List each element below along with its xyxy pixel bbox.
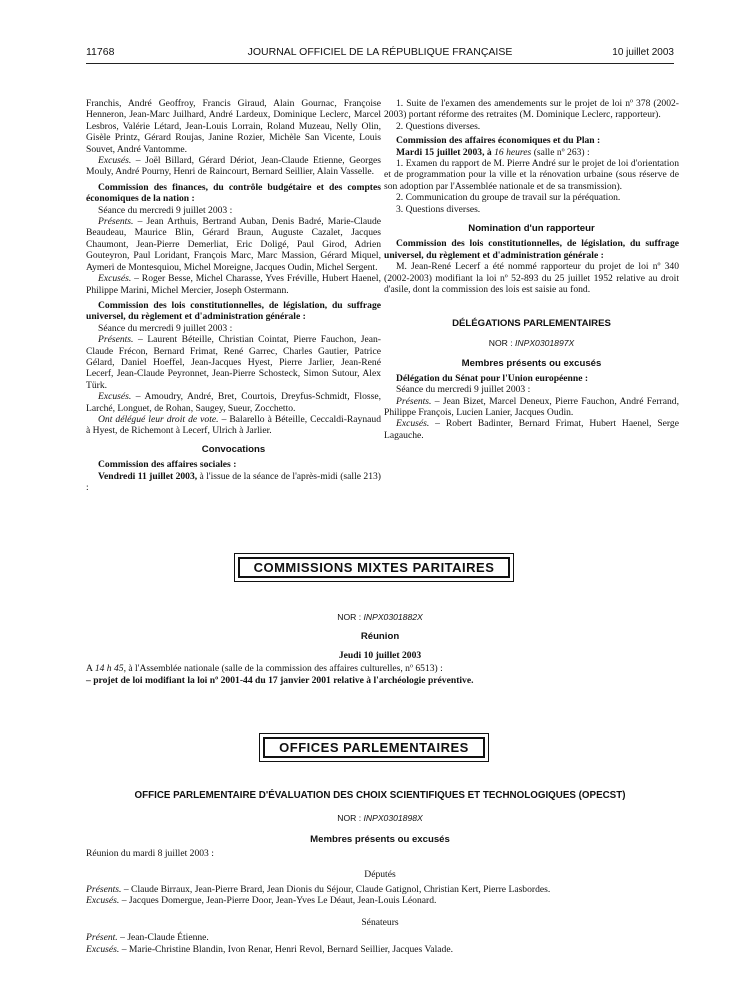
eco-item-3: 3. Questions diverses. [396,203,481,215]
cmp-line-1: A 14 h 45, à l'Assemblée nationale (salle de la commission des affaires culturelles, nº 6513) : [86,663,443,675]
cmp-box [0,553,748,582]
lois-seance: Séance du mercredi 9 juillet 2003 : [98,322,233,334]
senateurs-excuses: Excusés. – Marie-Christine Blandin, Ivon Renar, Henri Revol, Bernard Seillier, Jacques Valade. [86,943,453,955]
cmp-reunion: Réunion [360,631,400,643]
finances-excuses: Excusés. – Roger Besse, Michel Charasse, Yves Fréville, Hubert Haenel, Philippe Marini, Michel Mercier, Joseph Ostermann. [86,273,381,296]
affaires-sociales-members: Franchis, André Geoffroy, Francis Giraud, Alain Gournac, Françoise Henneron, Jean-Marc Juilhard, André Lardeux, Dominique Leclerc, Marcel Lesbros, Valérie Létard, Jean-Louis Lorrain, Roland Muzeau, Nelly Olin, Gisèle Printz, Gérard Roujas, Janine Rozier, Michèle San Vicente, Louis Souvet, André Vantomme. [86,98,381,155]
nomination-text: M. Jean-René Lecerf a été nommé rapporteur du projet de loi nº 340 (2002-2003) modifiant la loi nº 52-893 du 25 juillet 1952 relative au droit d'asile, dont la commission des lois est saisie au fond. [384,261,679,296]
issue-date: 10 juillet 2003 [612,47,674,58]
eco-item-1: 1. Examen du rapport de M. Pierre André sur le projet de loi d'orientation et de programmation pour la ville et la rénovation urbaine (sous réserve de son adoption par l'Assemblée nationale et de sa transmission). [384,158,679,192]
convocations-heading: Convocations [201,443,266,455]
delegation-excuses: Excusés. – Robert Badinter, Bernard Frimat, Hubert Haenel, Serge Lagauche. [384,418,679,441]
cmp-nor: NOR : INPX0301882X [337,612,423,622]
cmp-date: Jeudi 10 juillet 2003 [338,649,422,661]
delegations-membres-heading: Membres présents ou excusés [461,358,602,370]
affaires-sociales-excuses: Excusés. – Joël Billard, Gérard Dériot, Jean-Claude Etienne, Georges Mouly, André Pourny, Henri de Raincourt, Bernard Seillier, Alain Vasselle. [86,155,381,178]
offices-box [0,733,748,762]
lois-title: Commission des lois constitutionnelles, de législation, du suffrage universel, du règlement et d'administration générale : [86,299,381,323]
offices-nor: NOR : INPX0301898X [337,813,423,824]
offices-section [86,790,674,955]
nomination-heading: Nomination d'un rapporteur [468,223,595,235]
cmp-title: COMMISSIONS MIXTES PARITAIRES [238,557,511,578]
page-number: 11768 [86,46,115,58]
deputes-heading: Députés [364,868,396,880]
eco-date: Mardi 15 juillet 2003, à 16 heures (salle nº 263) : [396,146,590,158]
eco-item-2: 2. Communication du groupe de travail sur la péréquation. [396,192,621,204]
eco-title: Commission des affaires économiques et du Plan : [396,135,601,147]
sociales-title: Commission des affaires sociales : [98,459,237,471]
nomination-commission: Commission des lois constitutionnelles, de législation, du suffrage universel, du règlement et d'administration générale : [384,238,679,261]
lois-presents: Présents. – Laurent Béteille, Christian Cointat, Pierre Fauchon, Jean-Claude Frécon, Bernard Frimat, René Garrec, Charles Gautier, Patrice Gélard, Daniel Hoeffel, Jean-Jacques Hyest, Pierre Jarlier, Jean-René Lecerf, Jean-Claude Peyronnet, Jean-Pierre Schosteck, Simon Sutour, Alex Türk. [86,334,381,391]
deputes-presents: Présents. – Claude Birraux, Jean-Pierre Brard, Jean Dionis du Séjour, Claude Gatignol, Christian Kert, Pierre Lasbordes. [86,884,551,896]
finances-presents: Présents. – Jean Arthuis, Bertrand Auban, Denis Badré, Marie-Claude Beaudeau, Maurice Blin, Gérard Braun, Auguste Cazalet, Jacques Chaumont, Jean-Pierre Demerliat, Eric Doligé, Paul Girod, Adrien Gouteyron, Paul Loridant, François Marc, Marc Massion, Gérard Miquel, Aymeri de Montesquiou, Michel Moreigne, Jacques Oudin, Michel Sergent. [86,216,381,273]
senateurs-heading: Sénateurs [361,916,399,928]
page-header [86,47,674,61]
delegation-presents: Présents. – Jean Bizet, Marcel Deneux, Pierre Fauchon, André Ferrand, Philippe François, Lucien Lanier, Jacques Oudin. [384,395,679,418]
lois-excuses: Excusés. – Amoudry, André, Bret, Courtois, Dreyfus-Schmidt, Flosse, Larché, Longuet, de Rohan, Saugey, Sueur, Zocchetto. [86,391,381,414]
delegations-heading: DÉLÉGATIONS PARLEMENTAIRES [452,317,611,329]
cmp-line-2: – projet de loi modifiant la loi nº 2001-44 du 17 janvier 2001 relative à l'archéologie préventive. [86,674,474,686]
header-rule [86,63,674,64]
lois-delegue: Ont délégué leur droit de vote. – Balarello à Béteille, Ceccaldi-Raynaud à Hyest, de Richemont à Lecerf, Ulrich à Jarlier. [86,413,381,437]
opecst-title: OFFICE PARLEMENTAIRE D'ÉVALUATION DES CHOIX SCIENTIFIQUES ET TECHNOLOGIQUES (OPECST) [134,790,626,801]
sociales-item-1: 1. Suite de l'examen des amendements sur le projet de loi nº 378 (2002-2003) portant réforme des retraites (M. Dominique Leclerc, rapporteur). [384,98,679,121]
deputes-excuses: Excusés. – Jacques Domergue, Jean-Pierre Door, Jean-Yves Le Déaut, Jean-Louis Léonard. [86,895,437,907]
finances-title: Commission des finances, du contrôle budgétaire et des comptes économiques de la nation : [86,181,381,205]
cmp-section [86,612,674,686]
senateurs-present: Présent. – Jean-Claude Étienne. [86,932,209,944]
offices-membres-heading: Membres présents ou excusés [310,833,450,845]
finances-seance: Séance du mercredi 9 juillet 2003 : [98,204,233,216]
sociales-convocation: Vendredi 11 juillet 2003, à l'issue de la séance de l'après-midi (salle 213) : [86,470,381,493]
offices-title: OFFICES PARLEMENTAIRES [263,737,485,758]
journal-title: JOURNAL OFFICIEL DE LA RÉPUBLIQUE FRANÇAISE [247,46,513,58]
sociales-item-2: 2. Questions diverses. [396,120,481,132]
delegations-nor: NOR : INPX0301897X [488,337,575,348]
offices-reunion: Réunion du mardi 8 juillet 2003 : [86,848,214,860]
delegation-title: Délégation du Sénat pour l'Union européenne : [396,372,589,384]
delegation-seance: Séance du mercredi 9 juillet 2003 : [396,384,531,396]
left-column [86,98,381,493]
right-column [384,98,679,441]
